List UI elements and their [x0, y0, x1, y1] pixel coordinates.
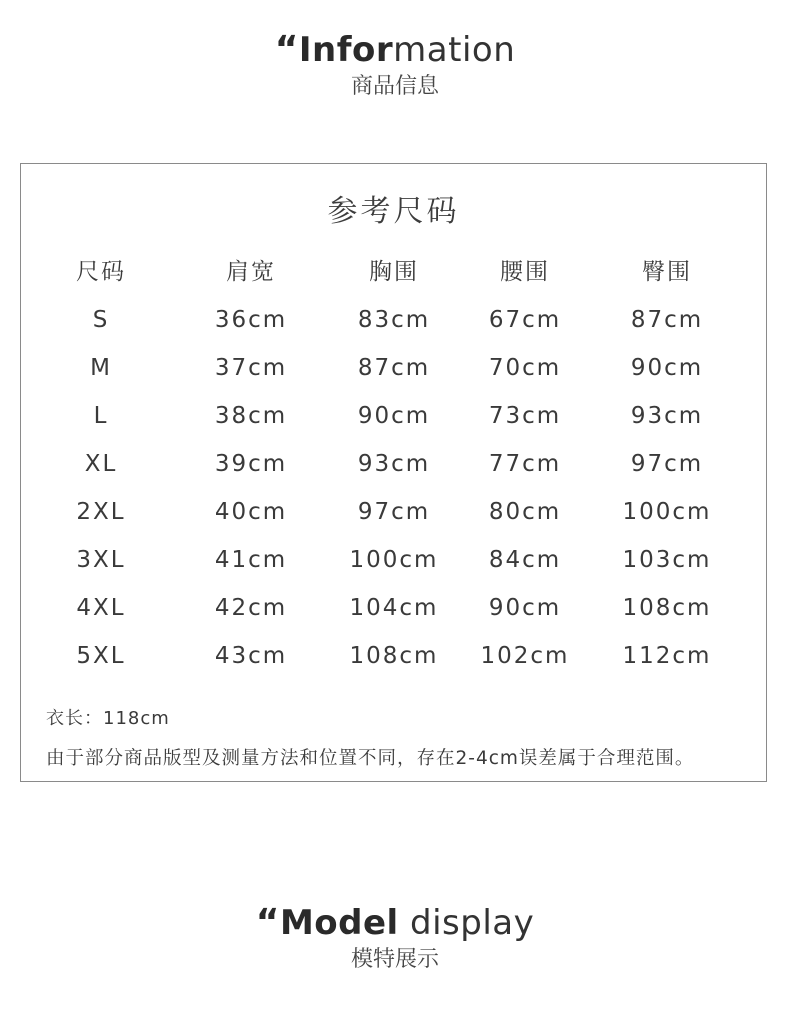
table-row: [21, 536, 766, 584]
length-note: 衣长：118cm: [46, 708, 170, 729]
table-row: [21, 440, 766, 488]
header-cell-hip: 臀围: [642, 259, 692, 285]
table-cell-size: 4XL: [76, 595, 126, 621]
table-cell-waist: 70cm: [488, 355, 562, 381]
quote-mark: “: [255, 902, 280, 943]
table-cell-waist: 67cm: [488, 307, 562, 333]
heading-bold-part: Model: [279, 903, 399, 943]
table-cell-hip: 90cm: [630, 355, 704, 381]
model-display-heading: [0, 903, 790, 975]
table-row: [21, 296, 766, 344]
table-cell-size: 2XL: [76, 499, 126, 525]
table-cell-hip: 100cm: [622, 499, 712, 525]
table-cell-hip: 97cm: [630, 451, 704, 477]
table-cell-size: M: [90, 355, 112, 381]
table-cell-waist: 84cm: [488, 547, 562, 573]
table-cell-chest: 100cm: [349, 547, 439, 573]
table-cell-waist: 102cm: [480, 643, 570, 669]
header-cell-size: 尺码: [76, 259, 126, 285]
size-table-header-row: [21, 248, 766, 296]
table-cell-shoulder: 43cm: [214, 643, 288, 669]
table-cell-chest: 90cm: [357, 403, 431, 429]
disclaimer-note: 由于部分商品版型及测量方法和位置不同，存在2-4cm误差属于合理范围。: [46, 748, 695, 769]
table-cell-waist: 80cm: [488, 499, 562, 525]
table-cell-chest: 97cm: [357, 499, 431, 525]
table-cell-hip: 112cm: [622, 643, 712, 669]
table-cell-size: 5XL: [76, 643, 126, 669]
table-cell-waist: 90cm: [488, 595, 562, 621]
header-cell-waist: 腰围: [500, 259, 550, 285]
heading-light-part: mation: [393, 30, 516, 70]
model-heading-en: [0, 903, 790, 943]
table-cell-chest: 87cm: [357, 355, 431, 381]
table-cell-size: 3XL: [76, 547, 126, 573]
table-cell-hip: 108cm: [622, 595, 712, 621]
table-cell-hip: 87cm: [630, 307, 704, 333]
size-chart-title: 参考尺码: [327, 194, 460, 229]
table-cell-size: XL: [84, 451, 118, 477]
table-row: [21, 632, 766, 680]
table-row: [21, 392, 766, 440]
table-row: [21, 344, 766, 392]
table-cell-size: L: [93, 403, 109, 429]
heading-light-part: display: [398, 903, 535, 943]
table-cell-waist: 77cm: [488, 451, 562, 477]
table-row: [21, 488, 766, 536]
table-cell-chest: 93cm: [357, 451, 431, 477]
information-heading: [0, 30, 790, 102]
table-cell-waist: 73cm: [488, 403, 562, 429]
table-cell-chest: 104cm: [349, 595, 439, 621]
header-cell-chest: 胸围: [369, 259, 419, 285]
table-cell-shoulder: 38cm: [214, 403, 288, 429]
table-cell-chest: 108cm: [349, 643, 439, 669]
information-heading-cn: 商品信息: [350, 74, 439, 99]
table-cell-shoulder: 37cm: [214, 355, 288, 381]
information-heading-en: [0, 30, 790, 70]
table-cell-shoulder: 40cm: [214, 499, 288, 525]
quote-mark: “: [274, 29, 299, 70]
table-cell-hip: 103cm: [622, 547, 712, 573]
header-cell-shoulder: 肩宽: [226, 259, 276, 285]
table-cell-shoulder: 36cm: [214, 307, 288, 333]
table-cell-size: S: [92, 307, 110, 333]
heading-bold-part: Infor: [298, 30, 394, 70]
size-chart-box: [20, 163, 767, 782]
table-cell-shoulder: 39cm: [214, 451, 288, 477]
table-cell-hip: 93cm: [630, 403, 704, 429]
table-cell-chest: 83cm: [357, 307, 431, 333]
table-cell-shoulder: 42cm: [214, 595, 288, 621]
table-cell-shoulder: 41cm: [214, 547, 288, 573]
model-heading-cn: 模特展示: [350, 947, 439, 972]
table-row: [21, 584, 766, 632]
